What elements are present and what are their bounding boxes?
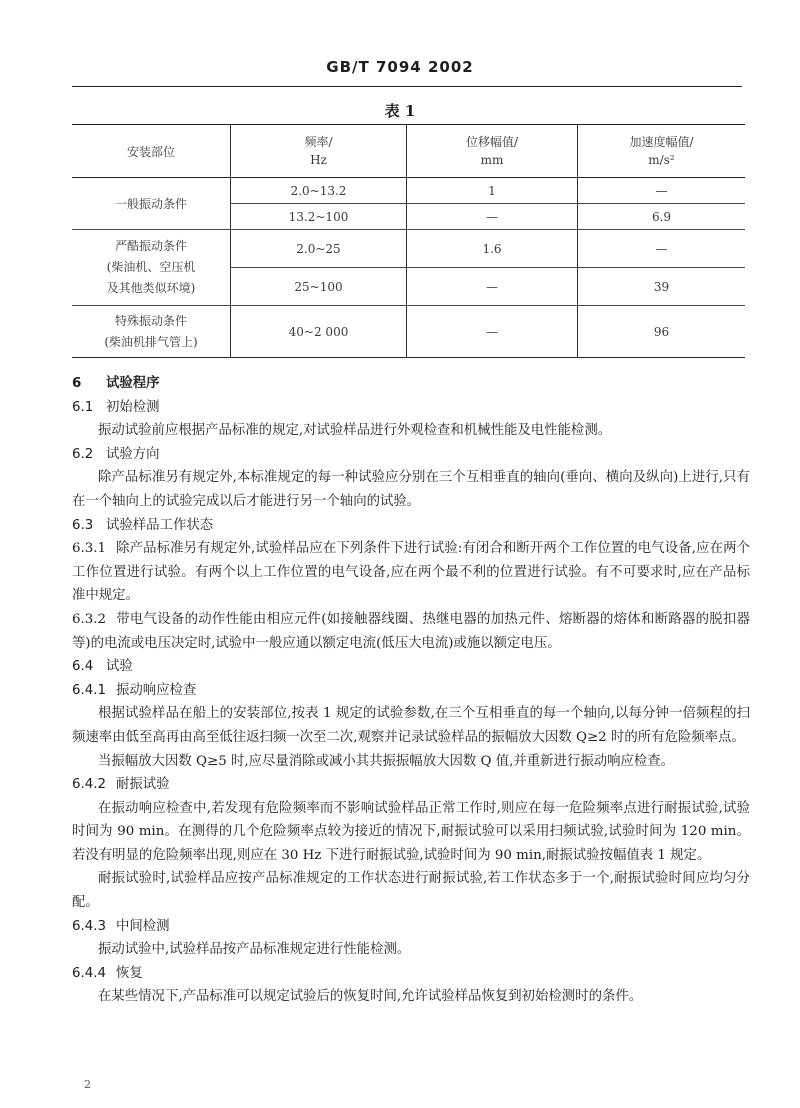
paragraph: 在某些情况下,产品标准可以规定试验后的恢复时间,允许试验样品恢复到初始检测时的条件。 — [98, 989, 643, 1005]
table-cell: 1 — [407, 178, 578, 204]
paragraph: 在振动响应检查中,若发现有危险频率而不影响试验样品正常工作时,则应在每一危险频率点进行耐振试验,试验时间为 90 min。在测得的几个危险频率点较为接近的情况下,耐振试验可以采用扫频试验,试验时间为 120 min。若没有明显的危险频率出现,则应在 30 Hz 下进行耐振试验,试验时间为 90 min,耐振试验按幅值表 1 规定。 — [72, 800, 750, 863]
section-heading: 6.2 试验方向 — [72, 446, 160, 462]
paragraph: 除产品标准另有规定外,本标准规定的每一种试验应分别在三个互相垂直的轴向(垂向、横向及纵向)上进行,只有在一个轴向上的试验完成以后才能进行另一个轴向的试验。 — [72, 470, 750, 509]
table-cell: 1.6 — [407, 230, 578, 268]
table-cell: 6.9 — [578, 204, 746, 230]
section-heading: 6.4.2 耐振试验 — [72, 777, 170, 793]
table-cell: — — [578, 230, 746, 268]
table-row — [72, 178, 745, 204]
table-row — [72, 230, 745, 268]
paragraph: 6.3.1 除产品标准另有规定外,试验样品应在下列条件下进行试验:有闭合和断开两个工作位置的电气设备,应在两个工作位置进行试验。有两个以上工作位置的电气设备,应在两个最不利的位置进行试验。有不可要求时,应在产品标准中规定。 — [72, 541, 750, 604]
header-frequency: 频率/ Hz — [231, 125, 407, 178]
paragraph: 振动试验中,试验样品按产品标准规定进行性能检测。 — [98, 942, 411, 958]
header-displacement: 位移幅值/ mm — [407, 125, 578, 178]
table-cell: — — [407, 306, 578, 358]
row-label-severe: 严酷振动条件 (柴油机、空压机 及其他类似环境) — [72, 230, 231, 306]
section-heading: 6.1 初始检测 — [72, 399, 160, 415]
table-cell: — — [407, 268, 578, 306]
header-acceleration: 加速度幅值/ m/s² — [578, 125, 746, 178]
table-cell: 40~2 000 — [231, 306, 407, 358]
section-heading: 6.4.1 振动响应检查 — [72, 682, 197, 698]
table-cell: 13.2~100 — [231, 204, 407, 230]
section-heading: 6.4 试验 — [72, 659, 133, 675]
table-cell: 96 — [578, 306, 746, 358]
table-header-row — [72, 125, 745, 178]
section-heading: 6.4.4 恢复 — [72, 965, 143, 981]
table-cell: 2.0~13.2 — [231, 178, 407, 204]
table-caption: 表 1 — [384, 102, 416, 120]
section-heading: 6.3 试验样品工作状态 — [72, 517, 214, 533]
vibration-parameter-table — [72, 124, 745, 358]
body-text — [72, 372, 750, 1009]
row-label-general: 一般振动条件 — [72, 178, 231, 230]
table-cell: 2.0~25 — [231, 230, 407, 268]
standard-number-header: GB/T 7094 2002 — [326, 58, 474, 76]
row-label-special: 特殊振动条件 (柴油机排气管上) — [72, 306, 231, 358]
paragraph: 振动试验前应根据产品标准的规定,对试验样品进行外观检查和机械性能及电性能检测。 — [98, 423, 612, 439]
header-location: 安装部位 — [72, 125, 231, 178]
section-heading: 6 试验程序 — [72, 376, 160, 391]
table-cell: 39 — [578, 268, 746, 306]
paragraph: 耐振试验时,试验样品应按产品标准规定的工作状态进行耐振试验,若工作状态多于一个,耐振试验时间应均匀分配。 — [72, 871, 750, 911]
paragraph: 根据试验样品在船上的安装部位,按表 1 规定的试验参数,在三个互相垂直的每一个轴向,以每分钟一倍频程的扫频速率由低至高再由高至低往返扫频一次至二次,观察并记录试验样品的振幅放大因数 Q≥2 时的所有危险频率点。 — [72, 706, 750, 745]
paragraph: 当振幅放大因数 Q≥5 时,应尽量消除或减小其共振振幅放大因数 Q 值,并重新进行振动响应检查。 — [98, 753, 675, 769]
header-rule — [72, 86, 742, 87]
table-cell: — — [407, 204, 578, 230]
section-heading: 6.4.3 中间检测 — [72, 918, 170, 934]
table-cell: — — [578, 178, 746, 204]
table-row — [72, 306, 745, 358]
page-number: 2 — [84, 1078, 91, 1091]
paragraph: 6.3.2 带电气设备的动作性能由相应元件(如接触器线圈、热继电器的加热元件、熔断器的熔体和断路器的脱扣器等)的电流或电压决定时,试验中一般应通以额定电流(低压大电流)或施以额定电压。 — [72, 611, 750, 651]
table-cell: 25~100 — [231, 268, 407, 306]
